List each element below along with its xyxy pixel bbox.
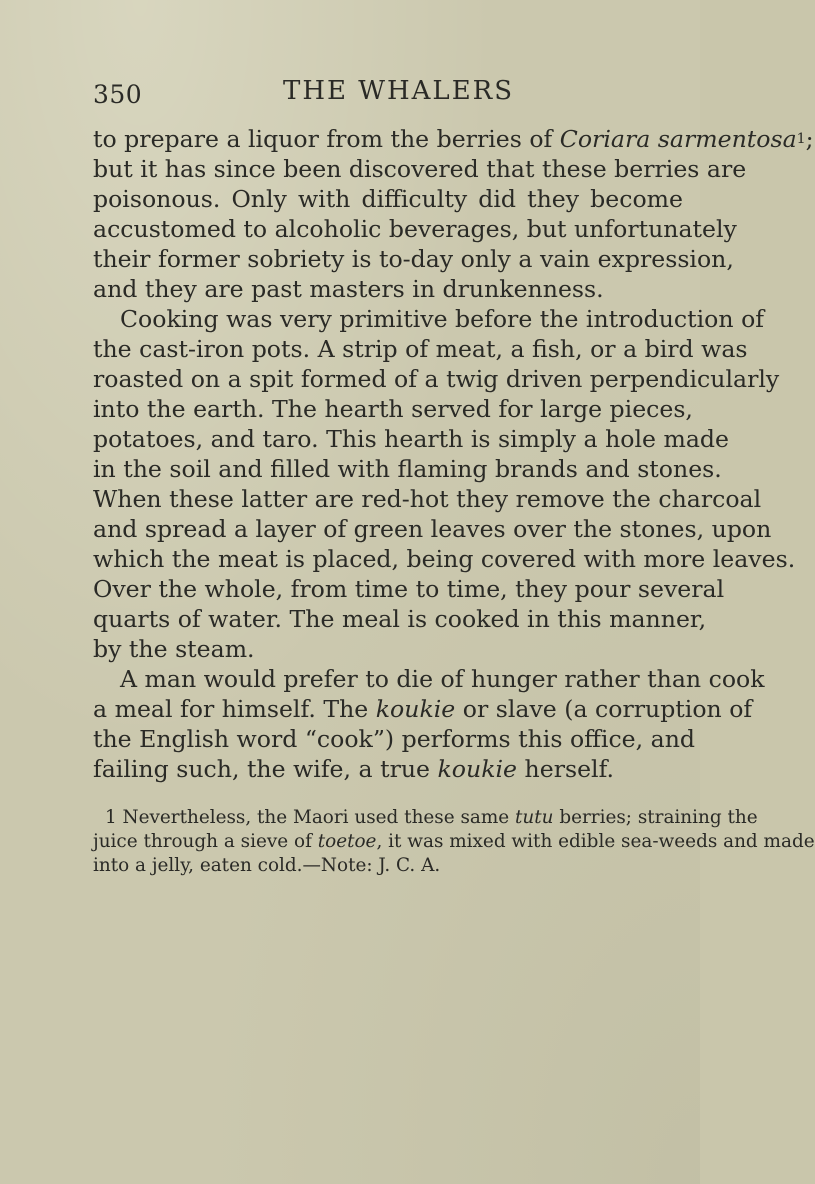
page-header — [93, 76, 683, 110]
footnote-line: into a jelly, eaten cold.—Note: J. C. A. — [93, 855, 441, 876]
text-line: potatoes, and taro. This hearth is simply a hole made — [93, 425, 729, 453]
italic-term: toetoe — [317, 831, 377, 852]
italic-term: koukie — [375, 695, 456, 723]
italic-term: Coriara sarmentosa — [559, 125, 797, 153]
italic-term: koukie — [437, 755, 518, 783]
text-line: a meal for himself. The koukie or slave (a corruption of — [93, 695, 753, 723]
text-line: Over the whole, from time to time, they pour several — [93, 575, 725, 603]
text-line: their former sobriety is to-day only a vain expression, — [93, 245, 734, 273]
text-line: in the soil and filled with flaming brands and stones. — [93, 455, 722, 483]
text-line: into the earth. The hearth served for large pieces, — [93, 395, 693, 423]
text-line: roasted on a spit formed of a twig driven perpendicularly — [93, 365, 780, 393]
footnote — [93, 806, 815, 878]
text-line: and they are past masters in drunkenness. — [93, 275, 604, 303]
footnote-line: juice through a sieve of toetoe, it was mixed with edible sea-weeds and made — [93, 831, 815, 852]
text-line: the cast-iron pots. A strip of meat, a fish, or a bird was — [93, 335, 748, 363]
text-line: the English word “cook”) performs this office, and — [93, 725, 696, 753]
footnote-ref: 1 — [796, 131, 806, 147]
text-line: failing such, the wife, a true koukie herself. — [93, 755, 614, 783]
text-line: quarts of water. The meal is cooked in this manner, — [93, 605, 707, 633]
footnote-marker: 1 — [105, 807, 117, 828]
footnote-line: 1 Nevertheless, the Maori used these same tutu berries; straining the — [105, 807, 758, 828]
text-line: which the meat is placed, being covered with more leaves. — [93, 545, 796, 573]
text-line: Cooking was very primitive before the introduction of — [120, 305, 765, 333]
text-line: A man would prefer to die of hunger rather than cook — [120, 665, 765, 693]
body-text — [93, 124, 814, 784]
text-line: poisonous. Only with difficulty did they become — [93, 185, 683, 213]
text-line: When these latter are red-hot they remove the charcoal — [93, 485, 762, 513]
text-line: to prepare a liquor from the berries of Coriara sarmentosa$^1$; — [93, 125, 814, 153]
text-line: and spread a layer of green leaves over the stones, upon — [93, 515, 772, 543]
text-line: by the steam. — [93, 635, 255, 663]
running-title: THE WHALERS — [283, 76, 515, 106]
italic-term: tutu — [515, 807, 554, 828]
text-line: but it has since been discovered that these berries are — [93, 155, 747, 183]
page-number: 350 — [93, 80, 143, 109]
text-line: accustomed to alcoholic beverages, but unfortunately — [93, 215, 737, 243]
